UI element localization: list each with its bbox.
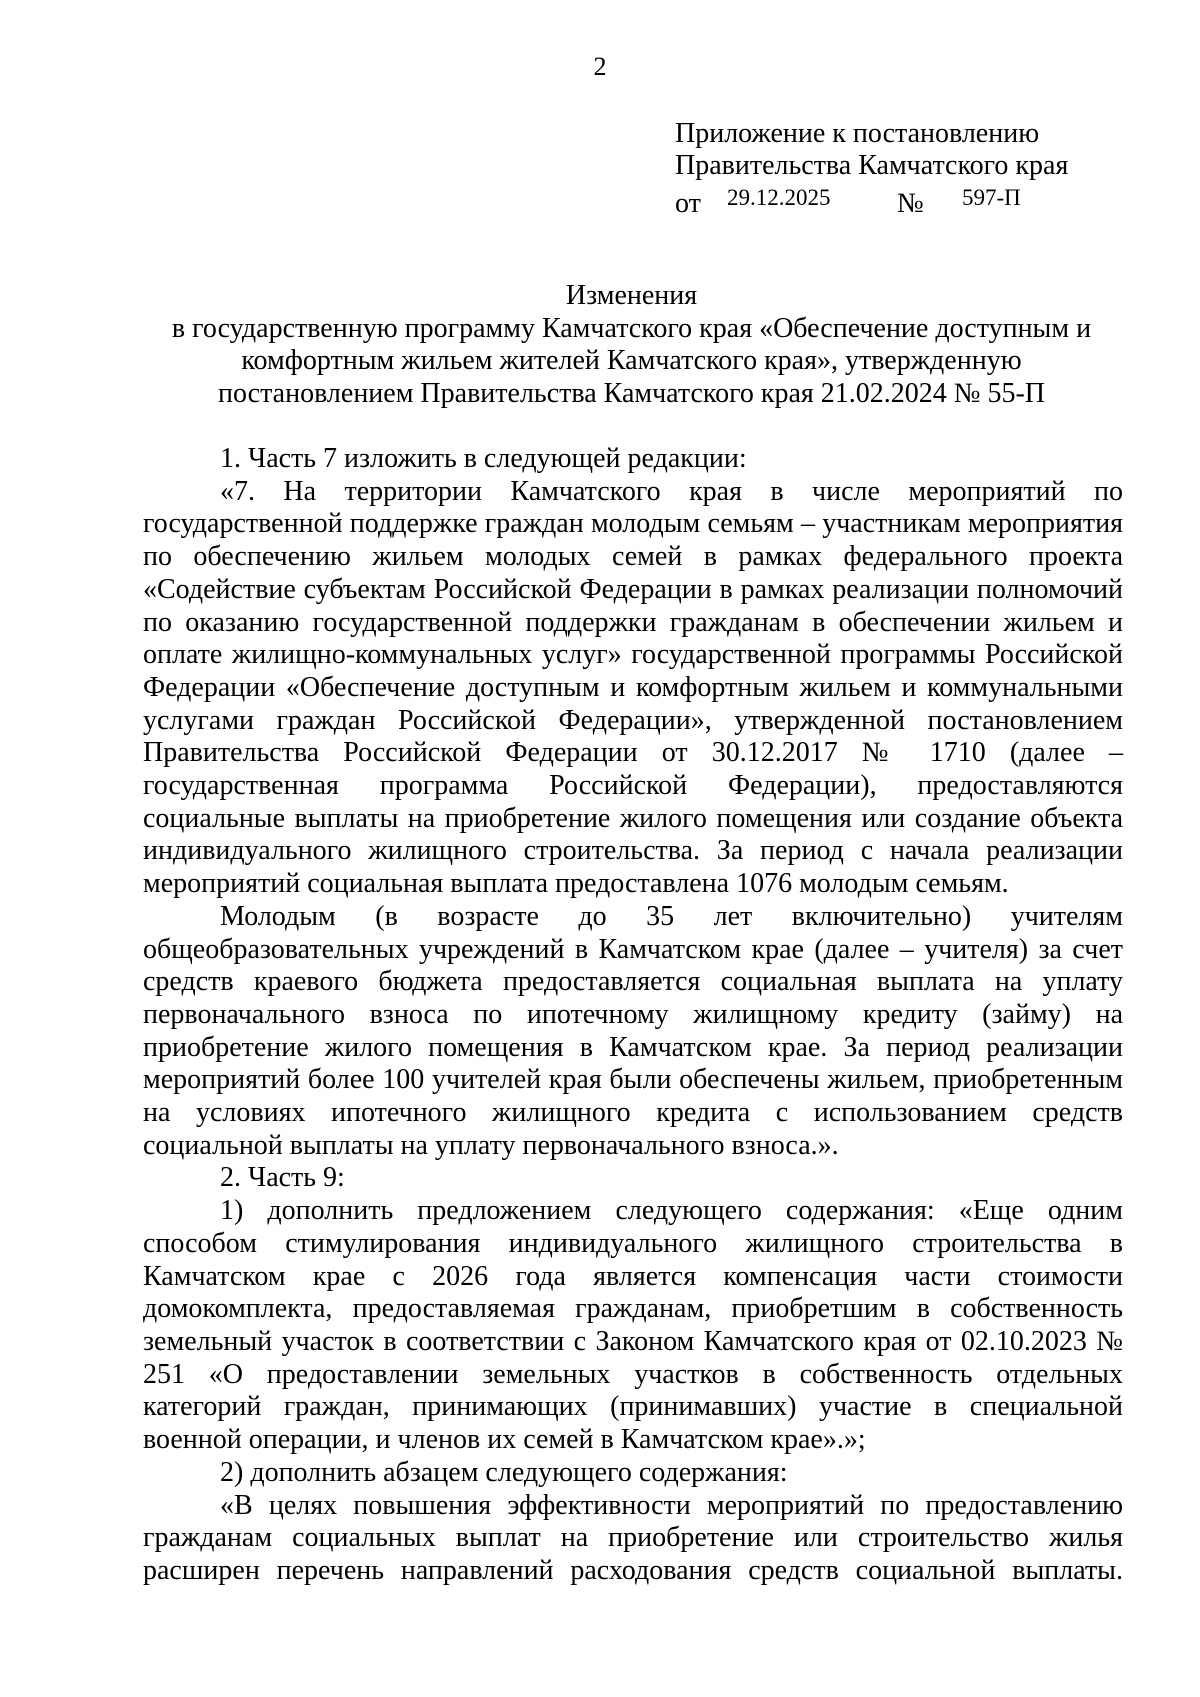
paragraph-part-7-text: «7. На территории Камчатского края в числе мероприятий по государственной поддержке граждан молодым семьям – участникам мероприятия по обеспечению жильем молодых семей в рамках федерального проекта «Содействие субъектам Российской Федерации в рамках реализации полномочий по оказанию государственной поддержки гражданам в обеспечении жильем и оплате жилищно-коммунальных услуг» государственной программы Российской Федерации «Обеспечение доступным и комфортным жильем и коммунальными услугами граждан Российской Федерации», утвержденной постановлением Правительства Российской Федерации от 30.12.2017 № 1710 (далее – государственная программа Российской Федерации), предоставляются социальные выплаты на приобретение жилого помещения или создание объекта индивидуального жилищного строительства. За период с начала реализации мероприятий социальная выплата предоставлена 1076 молодым семьям. — [143, 475, 1123, 900]
paragraph-subitem-1: 1) дополнить предложением следующего содержания: «Еще одним способом стимулирования индивидуального жилищного строительства в Камчатском крае с 2026 года является компенсация части стоимости домокомплекта, предоставляемая гражданам, приобретшим в собственность земельный участок в соответствии с Законом Камчатского края от 02.10.2023 № 251 «О предоставлении земельных участков в собственность отдельных категорий граждан, принимающих (принимавших) участие в специальной военной операции, и членов их семей в Камчатском крае».»; — [143, 1195, 1123, 1456]
paragraph-new-abstract: «В целях повышения эффективности мероприятий по предоставлению гражданам социальных выплат на приобретение или строительство жилья расширен перечень направлений расходования средств социальной выплаты. — [143, 1489, 1123, 1586]
title-line-1: Изменения — [565, 280, 698, 311]
resolution-date: 29.12.2025 — [727, 185, 831, 210]
title-line-3: комфортным жильем жителей Камчатского края», утвержденную — [241, 345, 1022, 376]
appendix-date-number — [675, 182, 1068, 219]
document-body — [143, 443, 1123, 1588]
appendix-line-1: Приложение к постановлению — [675, 118, 1040, 149]
title-line-4: постановлением Правительства Камчатского края 21.02.2024 № 55-П — [217, 377, 1046, 409]
page-number: 2 — [593, 52, 607, 81]
from-label: от — [675, 188, 701, 219]
paragraph-item-2: 2. Часть 9: — [220, 1162, 345, 1194]
title-line-2: в государственную программу Камчатского края «Обеспечение доступным и — [171, 312, 1092, 344]
paragraph-item-1: 1. Часть 7 изложить в следующей редакции: — [220, 443, 747, 474]
document-title — [0, 280, 1200, 410]
appendix-line-2: Правительства Камчатского края — [675, 150, 1069, 181]
number-label: № — [897, 188, 924, 219]
paragraph-subitem-2: 2) дополнить абзацем следующего содержания: — [220, 1456, 788, 1488]
appendix-header — [675, 118, 1069, 219]
resolution-number: 597-П — [962, 185, 1021, 210]
paragraph-teachers: Молодым (в возрасте до 35 лет включительно) учителям общеобразовательных учреждений в Камчатском крае (далее – учителя) за счет средств краевого бюджета предоставляется социальная выплата на уплату первоначального взноса по ипотечному жилищному кредиту (займу) на приобретение жилого помещения в Камчатском крае. За период реализации мероприятий более 100 учителей края были обеспечены жильем, приобретенным на условиях ипотечного жилищного кредита с использованием средств социальной выплаты на уплату первоначального взноса.». — [143, 900, 1123, 1161]
